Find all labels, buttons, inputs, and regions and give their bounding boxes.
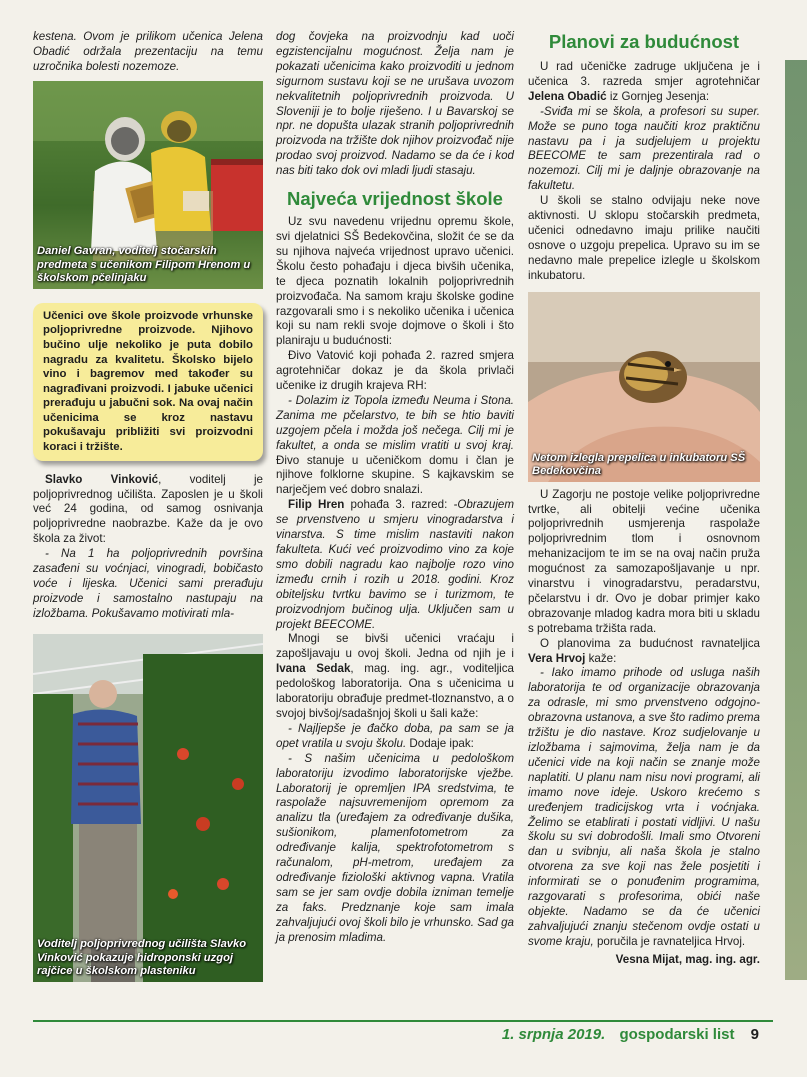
author-signature: Vesna Mijat, mag. ing. agr. xyxy=(615,952,760,966)
jelena-text: iz Gornjeg Jesenja: xyxy=(606,89,710,103)
page-edge-strip xyxy=(785,60,807,980)
ivana-quote-1 xyxy=(276,722,514,752)
section-heading-najveca: Najveća vrijednost škole xyxy=(287,188,503,210)
section-heading-planovi: Planovi za budućnost xyxy=(548,31,740,52)
page-footer xyxy=(502,1026,759,1043)
vera-text: kaže: xyxy=(585,651,617,665)
vera-quote-text: - Iako imamo prihode od usluga naših laboratorija te od organizacije obrazovanja za odrasle, mi smo prvenstveno odgojno-obrazovna ustanova, a sve što radimo prema tržištu je dio nastave. Kroz sudjelovanje u izložbama i sajmovima, želja nam je da učenici vide na koji način se znanje može naplatiti. U planu nam nisu novi programi, ali imamo nove ideje. Uskoro krećemo s uređenjem tradicijskog vrta i voćnjaka. Želimo se etablirati i postati vidljivi. U našu školu su svi dobrodošli. Imali smo Otvoreni dan u svibnju, ali naša škola je stalno otvorena za sve koji nas žele posjetiti i informirati se o ponuđenim programima, razgovarati s profesorima, obići naše objekte. Nadamo se da će učenici zahvaljujući znanju stečenom ovdje ostati u svome kraju, xyxy=(528,666,760,948)
vera-closing: poručila je ravnateljica Hrvoj. xyxy=(593,934,746,948)
col2-p2: Đivo Vatović koji pohađa 2. razred smjera agrotehničar dokaz je da škola privlači učenike iz drugih krajeva RH: xyxy=(276,349,514,393)
ivana-name: Ivana Sedak xyxy=(276,662,351,676)
highlight-box: Učenici ove škole proizvode vrhunske poljoprivredne proizvode. Njihovo bučino ulje nekoliko je puta dobilo nagradu za kvalitetu. Školsko bijelo vino i bagremov med također su nagrađivani proizvodi. I jabuke učenici prerađuju u jabučni sok. Na ovaj način učenicima se kroz nastavu pokušavaju približiti svi proizvodni koraci i tržište. xyxy=(33,303,263,461)
slavko-name: Slavko Vinković xyxy=(45,472,159,486)
ivana-quote-2: - S našim učenicima u pedološkom laboratoriju izvodimo laboratorijske vježbe. Laboratorij je opremljen IPA sredstvima, te raspolaže najsuvremenijom opremom za analizu tla (uređajem za određivanje dušika, sušionikom, plamenfotometrom za određivanje kalija, spektrofotometrom s računalom, pH-metrom, uređajem za određivanje fiziološki aktivnog vapna. Vratila sam se jer sam ovdje dobila izniman temelje za faks. Predznanje koje sam imala zahvaljujući ovoj školi bilo je vrhunsko. Sad ga ja prenosim mladima. xyxy=(276,751,514,944)
jelena-name: Jelena Obadić xyxy=(528,89,607,103)
column-1 xyxy=(33,30,263,982)
jelena-quote: -Sviđa mi se škola, a profesori su super. Može se puno toga naučiti kroz praktičnu nastavu pa i ja sudjelujem u projektu BEECOME te sam prezentirala rad o nozemozi. Cilj mi je daljnje obrazovanje na fakultetu. xyxy=(528,104,760,193)
filip-paragraph xyxy=(276,498,514,632)
ivana-paragraph xyxy=(276,632,514,721)
col3-p2: U školi se stalno odvijaju neke nove aktivnosti. U sklopu stočarskih predmeta, učenici odnedavno imaju prilike naučiti osnove o uzgoju prepelica. Upravo su im se nedavno male prepelice izlegle u školskom inkubatoru. xyxy=(528,194,760,282)
ivana-quote-1-text: - Najljepše je đačko doba, pa sam se ja opet vratila u svoju školu. xyxy=(276,721,514,750)
photo-beekeeping-caption: Daniel Gavran, voditelj stočarskih predmeta s učenikom Filipom Hrenom u školskom pčelinjaku xyxy=(37,245,251,285)
slavko-quote: - Na 1 ha poljoprivrednih površina zasađeni su voćnjaci, vinogradi, bobičasto voće i lijeska. Učenici sami prerađuju proizvode i samostalno nastupaju na izložbama. Pokušavamo motivirati mla- xyxy=(33,547,263,620)
greenhouse-image xyxy=(33,634,263,982)
vera-intro: O planovima za budućnost ravnateljica xyxy=(540,636,760,650)
filip-quote: -Obrazujem se prvenstveno u smjeru vinogradarstva i vinarstva. S time mislim nastaviti nakon fakulteta. Kući već proizvodimo vino za koje smo dobili nagradu kao najbolje rozo vino između crnih i rozih u 2018. godini. Kroz obiteljsku tvrtku bavimo se i turizmom, te proizvodnjom bučinog ulja. Uključen sam u projekt BEECOME. xyxy=(276,498,515,631)
col2-continuation: dog čovjeka na proizvodnju kad uoči egzistencijalnu mogućnost. Želja nam je pokazati učenicima kako proizvoditi u jednom sigurnom sustavu koji se ne urušava uvozom nekvalitetnih poljoprivrednih proizvoda. U Sloveniji je to bolje riješeno. I u Bavarskoj se npr. ne dopušta ulazak stranih poljoprivrednih proizvoda na tržište dok njihov proizvođač nije prodao svoj proizvod. Nadamo se da će i kod nas biti tako dok ovi mladi ljudi stasaju. xyxy=(276,30,514,178)
photo-quail-caption: Netom izlegla prepelica u inkubatoru SŠ Bedekovčina xyxy=(532,451,746,478)
intro-text: kestena. Ovom je prilikom učenica Jelena Obadić održala prezentaciju na temu uzročnika bolesti nozemoze. xyxy=(33,30,263,73)
photo-beekeeping xyxy=(33,81,263,289)
divo-note: Đivo stanuje u učeničkom domu i član je njihove folklorne skupine. S kajkavskim se narječjem već dobro snalazi. xyxy=(276,453,514,497)
divo-quote-text: - Dolazim iz Topola između Neuma i Stona. Zanima me pčelarstvo, te bih se htio baviti uzgojem pčela i možda još nečega. Cilj mi je fakultet, a onda se mislim vratiti u svoj kraj. xyxy=(276,393,514,452)
slavko-text: , voditelj je poljoprivrednog učilišta. Zaposlen je u školi već 24 godina, od samog osnivanja poljoprivredne naobrazbe. Kaže da je ovo škola za život: xyxy=(33,472,263,546)
vera-name: Vera Hrvoj xyxy=(528,651,586,665)
slavko-paragraph xyxy=(33,473,263,548)
footer-rule xyxy=(33,1020,773,1022)
col2-p1: Uz svu navedenu vrijednu opremu škole, svi djelatnici SŠ Bedekovčina, složit će se da su njihova najveća vrijednost upravo učenici. Školu često pohađaju i djeca bivših učenika, te djeca poznatih lokalnih poljoprivrednih proizvođača. Na samom kraju školske godine razgovarali smo i s nekoliko učenika i učenica koji su nam rekli svoje dojmove o školi i što planiraju u budućnosti: xyxy=(276,215,514,348)
column-2 xyxy=(276,30,514,945)
jelena-intro: U rad učeničke zadruge uključena je i učenica 3. razreda smjer agrotehničar xyxy=(528,60,760,88)
photo-greenhouse xyxy=(33,634,263,982)
ivana-intro: Mnogi se bivši učenici vraćaju i zapošljavaju u ovoj školi. Jedna od njih je i xyxy=(276,632,514,661)
filip-text: pohađa 3. razred: xyxy=(344,498,454,512)
vera-quote xyxy=(528,666,760,949)
column-3 xyxy=(528,30,760,968)
col3-p3: U Zagorju ne postoje velike poljoprivredne tvrtke, ali obitelji većine učenika poljoprivrednih usmjerenja raspolaže poljoprivrednim tlom i osnovnom mehanizacijom te im se na ovaj način pruža mogućnost za samozapošljavanje u npr. vinarstvu i vinogradarstvu, peradarstvu, pčelarstvu i dr. Ovo je dobar primjer kako obrazovanje mladog kadra mora biti u skladu s potrebama tržišta rada. xyxy=(528,487,760,635)
vera-paragraph xyxy=(528,637,760,667)
magazine-name: gospodarski list xyxy=(619,1026,735,1043)
ivana-text: , mag. ing. agr., voditeljica pedološkog laboratorija. Ona s učenicima u laboratoriju obrađuje predmet-tloznanstvo, a o svojoj bivšoj/sadašnjoj školi u šali kaže: xyxy=(276,662,515,720)
filip-name: Filip Hren xyxy=(288,498,345,512)
photo-greenhouse-caption: Voditelj poljoprivrednog učilišta Slavko Vinković pokazuje hidroponski uzgoj rajčice u školskom plasteniku xyxy=(37,938,247,978)
page-number: 9 xyxy=(750,1026,759,1043)
divo-quote xyxy=(276,394,514,498)
ivana-addition: Dodaje ipak: xyxy=(406,736,474,750)
issue-date: 1. srpnja 2019. xyxy=(501,1026,606,1043)
photo-quail xyxy=(528,292,760,482)
jelena-paragraph xyxy=(528,60,760,105)
